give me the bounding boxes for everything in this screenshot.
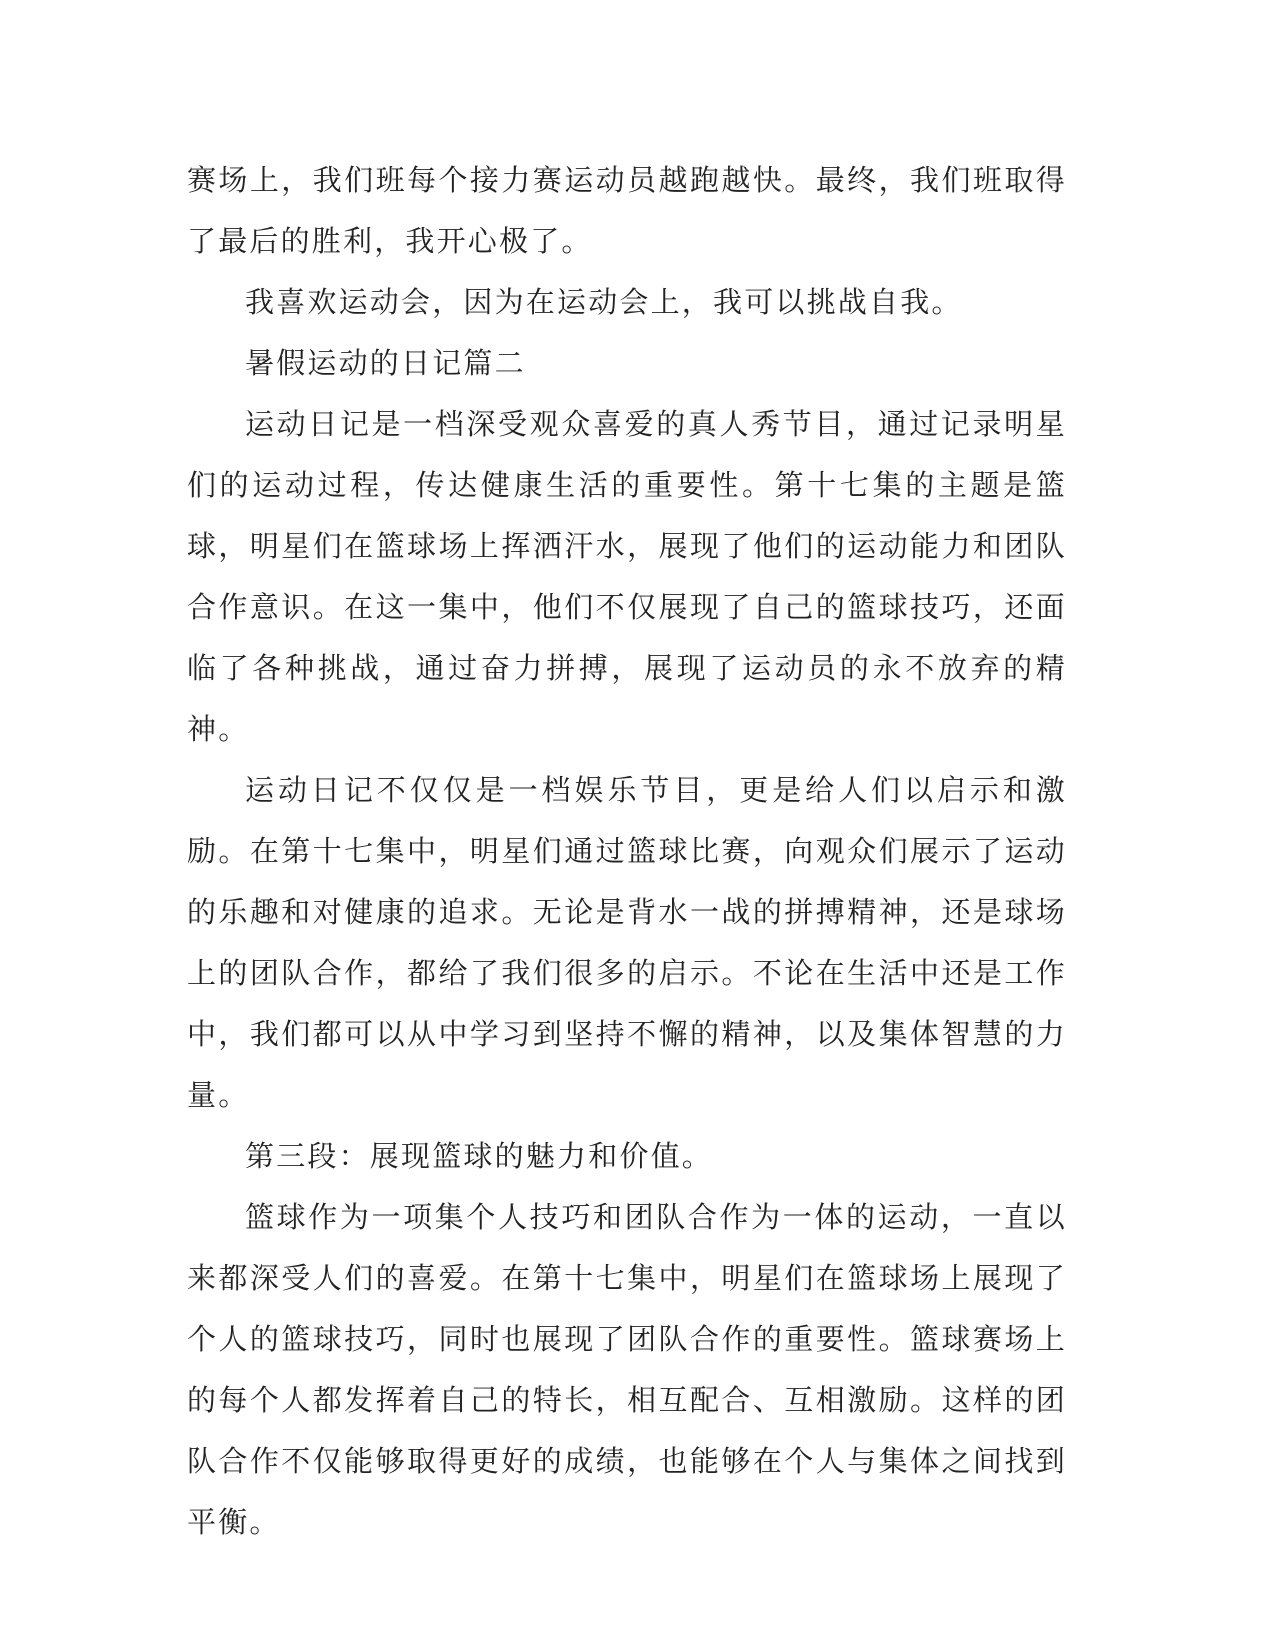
paragraph-relay-race: 赛场上，我们班每个接力赛运动员越跑越快。最终，我们班取得了最后的胜利，我开心极了。 bbox=[187, 163, 1067, 258]
section-heading: 暑假运动的日记篇二 bbox=[245, 346, 526, 380]
paragraph-third-section-title: 第三段：展现篮球的魅力和价值。 bbox=[245, 1139, 714, 1173]
paragraph-show-intro: 运动日记是一档深受观众喜爱的真人秀节目，通过记录明星们的运动过程，传达健康生活的重要性。第十七集的主题是篮球，明星们在篮球场上挥洒汗水，展现了他们的运动能力和团队合作意识。在这一集中，他们不仅展现了自己的篮球技巧，还面临了各种挑战，通过奋力拼搏，展现了运动员的永不放弃的精神。 bbox=[187, 407, 1067, 746]
paragraph-basketball-value: 篮球作为一项集个人技巧和团队合作为一体的运动，一直以来都深受人们的喜爱。在第十七集中，明星们在篮球场上展现了个人的篮球技巧，同时也展现了团队合作的重要性。篮球赛场上的每个人都发挥着自己的特长，相互配合、互相激励。这样的团队合作不仅能够取得更好的成绩，也能够在个人与集体之间找到平衡。 bbox=[187, 1200, 1067, 1539]
document-page bbox=[187, 150, 1067, 1553]
paragraph-challenge-self: 我喜欢运动会，因为在运动会上，我可以挑战自我。 bbox=[245, 285, 963, 319]
paragraph-inspiration: 运动日记不仅仅是一档娱乐节目，更是给人们以启示和激励。在第十七集中，明星们通过篮球比赛，向观众们展示了运动的乐趣和对健康的追求。无论是背水一战的拼搏精神，还是球场上的团队合作，都给了我们很多的启示。不论在生活中还是工作中，我们都可以从中学习到坚持不懈的精神，以及集体智慧的力量。 bbox=[187, 773, 1067, 1112]
